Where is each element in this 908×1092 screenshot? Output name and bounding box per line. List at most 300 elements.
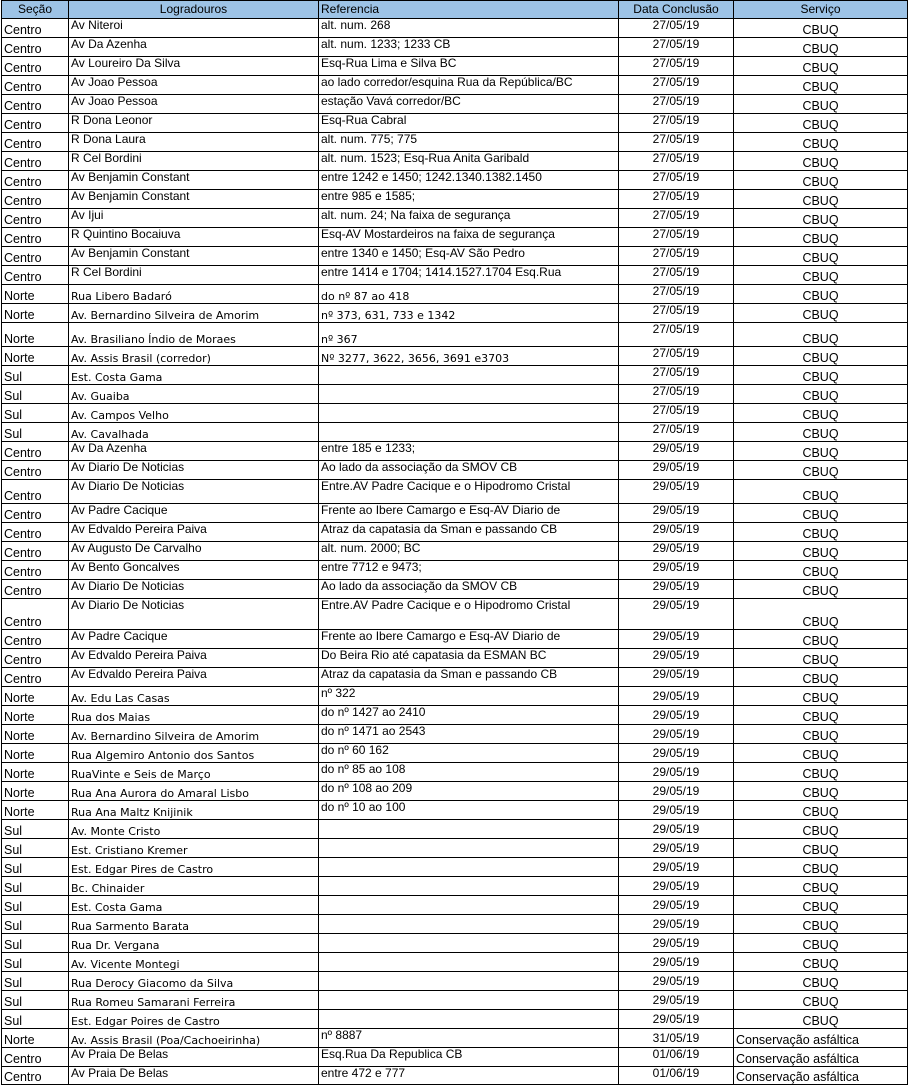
cell-referencia: alt. num. 1523; Esq-Rua Anita Garibald [319,152,619,171]
table-row [2,668,908,687]
cell-servico: CBUQ [734,561,908,580]
table-row [2,423,908,442]
cell-logradouro: Rua Ana Maltz Knijinik [69,801,319,820]
cell-secao: Sul [2,839,69,858]
cell-referencia [319,877,619,896]
table-row [2,114,908,133]
cell-secao: Centro [2,19,69,38]
cell-logradouro: Rua Dr. Vergana [69,934,319,953]
cell-logradouro: Av. Cavalhada [69,423,319,442]
cell-logradouro: Rua dos Maias [69,706,319,725]
cell-servico: CBUQ [734,304,908,323]
cell-data-conclusao: 27/05/19 [619,366,734,385]
table-row [2,630,908,649]
cell-secao: Norte [2,725,69,744]
cell-referencia: do nº 1471 ao 2543 [319,725,619,744]
table-row [2,504,908,523]
cell-referencia: nº 8887 [319,1029,619,1048]
cell-servico: Conservação asfáltica [734,1067,908,1085]
cell-logradouro: Av Edvaldo Pereira Paiva [69,649,319,668]
cell-logradouro: Est. Edgar Poires de Castro [69,1010,319,1029]
cell-referencia: Atraz da capatasia da Sman e passando CB [319,523,619,542]
header-data-conclusao: Data Conclusão [619,1,734,19]
cell-servico: CBUQ [734,504,908,523]
cell-referencia: alt. num. 268 [319,19,619,38]
table-row [2,95,908,114]
cell-secao: Centro [2,57,69,76]
table-row [2,404,908,423]
cell-data-conclusao: 27/05/19 [619,385,734,404]
cell-logradouro: Av Da Azenha [69,38,319,57]
table-row [2,171,908,190]
cell-servico: CBUQ [734,404,908,423]
table-row [2,858,908,877]
cell-secao: Centro [2,442,69,461]
cell-secao: Sul [2,423,69,442]
cell-logradouro: Av Padre Cacique [69,504,319,523]
cell-data-conclusao: 29/05/19 [619,782,734,801]
cell-servico: CBUQ [734,228,908,247]
cell-secao: Centro [2,649,69,668]
cell-data-conclusao: 29/05/19 [619,687,734,706]
cell-secao: Sul [2,858,69,877]
cell-referencia: do nº 87 ao 418 [319,285,619,304]
cell-data-conclusao: 27/05/19 [619,404,734,423]
header-secao: Seção [2,1,69,19]
table-row [2,915,908,934]
cell-data-conclusao: 27/05/19 [619,347,734,366]
cell-logradouro: Av Diario De Noticias [69,461,319,480]
cell-servico: CBUQ [734,668,908,687]
cell-referencia: alt. num. 24; Na faixa de segurança [319,209,619,228]
cell-secao: Sul [2,972,69,991]
cell-servico: CBUQ [734,190,908,209]
cell-servico: CBUQ [734,19,908,38]
cell-referencia: Ao lado da associação da SMOV CB [319,580,619,599]
cell-secao: Norte [2,706,69,725]
cell-logradouro: Av. Monte Cristo [69,820,319,839]
cell-servico: CBUQ [734,896,908,915]
cell-referencia: entre 7712 e 9473; [319,561,619,580]
cell-data-conclusao: 01/06/19 [619,1067,734,1085]
cell-logradouro: Av. Bernardino Silveira de Amorim [69,304,319,323]
cell-referencia: Esq.Rua Da Republica CB [319,1048,619,1067]
cell-data-conclusao: 29/05/19 [619,858,734,877]
cell-data-conclusao: 29/05/19 [619,580,734,599]
cell-secao: Centro [2,542,69,561]
table-row [2,782,908,801]
table-row [2,228,908,247]
cell-servico: CBUQ [734,820,908,839]
cell-referencia: alt. num. 775; 775 [319,133,619,152]
cell-data-conclusao: 29/05/19 [619,972,734,991]
table-row [2,442,908,461]
cell-referencia: estação Vavá corredor/BC [319,95,619,114]
cell-servico: CBUQ [734,423,908,442]
cell-logradouro: Av. Guaiba [69,385,319,404]
cell-secao: Centro [2,504,69,523]
cell-logradouro: R Quintino Bocaiuva [69,228,319,247]
cell-logradouro: Av Diario De Noticias [69,480,319,504]
cell-data-conclusao: 27/05/19 [619,133,734,152]
cell-referencia: entre 985 e 1585; [319,190,619,209]
cell-secao: Norte [2,763,69,782]
cell-logradouro: RuaVinte e Seis de Março [69,763,319,782]
cell-data-conclusao: 29/05/19 [619,953,734,972]
cell-data-conclusao: 29/05/19 [619,839,734,858]
table-row [2,1010,908,1029]
table-body [2,19,908,1085]
cell-data-conclusao: 27/05/19 [619,38,734,57]
cell-secao: Centro [2,266,69,285]
cell-secao: Centro [2,152,69,171]
cell-servico: CBUQ [734,38,908,57]
cell-secao: Centro [2,668,69,687]
cell-data-conclusao: 27/05/19 [619,247,734,266]
cell-servico: CBUQ [734,934,908,953]
cell-secao: Sul [2,896,69,915]
cell-logradouro: Est. Edgar Pires de Castro [69,858,319,877]
cell-secao: Norte [2,782,69,801]
header-row [2,1,908,19]
cell-servico: CBUQ [734,366,908,385]
cell-logradouro: R Dona Laura [69,133,319,152]
cell-servico: Conservação asfáltica [734,1029,908,1048]
cell-logradouro: Av Loureiro Da Silva [69,57,319,76]
cell-data-conclusao: 29/05/19 [619,706,734,725]
cell-referencia: entre 1414 e 1704; 1414.1527.1704 Esq.Rua [319,266,619,285]
cell-secao: Sul [2,934,69,953]
cell-logradouro: R Cel Bordini [69,152,319,171]
table-row [2,209,908,228]
cell-secao: Centro [2,1067,69,1085]
cell-data-conclusao: 29/05/19 [619,668,734,687]
table-row [2,877,908,896]
cell-data-conclusao: 27/05/19 [619,285,734,304]
cell-secao: Centro [2,630,69,649]
cell-referencia: Do Beira Rio até capatasia da ESMAN BC [319,649,619,668]
cell-servico: CBUQ [734,649,908,668]
cell-logradouro: Av. Bernardino Silveira de Amorim [69,725,319,744]
cell-logradouro: Av Benjamin Constant [69,247,319,266]
cell-servico: CBUQ [734,801,908,820]
cell-logradouro: Av Edvaldo Pereira Paiva [69,523,319,542]
cell-logradouro: Av Augusto De Carvalho [69,542,319,561]
cell-logradouro: Av Bento Goncalves [69,561,319,580]
cell-servico: CBUQ [734,152,908,171]
cell-secao: Sul [2,385,69,404]
cell-servico: CBUQ [734,725,908,744]
cell-servico: CBUQ [734,542,908,561]
cell-data-conclusao: 29/05/19 [619,442,734,461]
cell-servico: CBUQ [734,782,908,801]
cell-servico: CBUQ [734,171,908,190]
cell-logradouro: Av. Assis Brasil (corredor) [69,347,319,366]
cell-servico: CBUQ [734,953,908,972]
table-row [2,323,908,347]
cell-servico: CBUQ [734,687,908,706]
cell-secao: Centro [2,171,69,190]
cell-logradouro: Av Edvaldo Pereira Paiva [69,668,319,687]
cell-servico: CBUQ [734,461,908,480]
cell-secao: Centro [2,38,69,57]
cell-logradouro: Bc. Chinaider [69,877,319,896]
cell-data-conclusao: 27/05/19 [619,114,734,133]
cell-secao: Norte [2,801,69,820]
cell-servico: CBUQ [734,247,908,266]
cell-logradouro: Av Joao Pessoa [69,76,319,95]
cell-data-conclusao: 29/05/19 [619,461,734,480]
cell-data-conclusao: 29/05/19 [619,801,734,820]
table-row [2,801,908,820]
cell-referencia: nº 322 [319,687,619,706]
table-row [2,561,908,580]
cell-logradouro: Av Diario De Noticias [69,580,319,599]
cell-referencia [319,820,619,839]
cell-data-conclusao: 01/06/19 [619,1048,734,1067]
cell-logradouro: Av Benjamin Constant [69,171,319,190]
cell-secao: Norte [2,347,69,366]
cell-logradouro: Est. Cristiano Kremer [69,839,319,858]
cell-data-conclusao: 29/05/19 [619,504,734,523]
cell-servico: CBUQ [734,991,908,1010]
cell-servico: CBUQ [734,630,908,649]
cell-logradouro: Rua Algemiro Antonio dos Santos [69,744,319,763]
table-row [2,523,908,542]
cell-servico: CBUQ [734,266,908,285]
cell-data-conclusao: 29/05/19 [619,630,734,649]
table-row [2,725,908,744]
cell-referencia: Ao lado da associação da SMOV CB [319,461,619,480]
cell-referencia [319,385,619,404]
cell-logradouro: Rua Derocy Giacomo da Silva [69,972,319,991]
cell-secao: Centro [2,599,69,630]
cell-secao: Norte [2,323,69,347]
table-row [2,19,908,38]
table-row [2,542,908,561]
cell-referencia: ao lado corredor/esquina Rua da República/BC [319,76,619,95]
table-row [2,1048,908,1067]
table-row [2,580,908,599]
cell-secao: Sul [2,877,69,896]
cell-logradouro: Av Benjamin Constant [69,190,319,209]
cell-data-conclusao: 29/05/19 [619,744,734,763]
cell-data-conclusao: 27/05/19 [619,266,734,285]
cell-servico: CBUQ [734,915,908,934]
cell-servico: CBUQ [734,57,908,76]
cell-referencia: do nº 60 162 [319,744,619,763]
cell-data-conclusao: 27/05/19 [619,423,734,442]
header-servico: Serviço [734,1,908,19]
table-row [2,1029,908,1048]
cell-secao: Norte [2,1029,69,1048]
cell-secao: Centro [2,561,69,580]
cell-data-conclusao: 29/05/19 [619,934,734,953]
cell-servico: CBUQ [734,323,908,347]
cell-logradouro: Av Joao Pessoa [69,95,319,114]
cell-logradouro: Est. Costa Gama [69,366,319,385]
cell-data-conclusao: 29/05/19 [619,599,734,630]
cell-logradouro: Av. Vicente Montegi [69,953,319,972]
table-row [2,152,908,171]
table-row [2,744,908,763]
cell-secao: Norte [2,285,69,304]
cell-referencia: do nº 108 ao 209 [319,782,619,801]
cell-secao: Centro [2,133,69,152]
table-row [2,972,908,991]
cell-referencia [319,1010,619,1029]
cell-data-conclusao: 27/05/19 [619,190,734,209]
cell-servico: Conservação asfáltica [734,1048,908,1067]
cell-servico: CBUQ [734,347,908,366]
cell-servico: CBUQ [734,1010,908,1029]
table-row [2,247,908,266]
cell-servico: CBUQ [734,442,908,461]
cell-secao: Sul [2,1010,69,1029]
cell-referencia: nº 373, 631, 733 e 1342 [319,304,619,323]
header-referencia: Referencia [319,1,619,19]
cell-secao: Centro [2,247,69,266]
cell-referencia: entre 1242 e 1450; 1242.1340.1382.1450 [319,171,619,190]
cell-referencia: Nº 3277, 3622, 3656, 3691 e3703 [319,347,619,366]
cell-data-conclusao: 27/05/19 [619,95,734,114]
cell-secao: Sul [2,915,69,934]
cell-servico: CBUQ [734,858,908,877]
cell-secao: Centro [2,461,69,480]
cell-referencia [319,934,619,953]
cell-data-conclusao: 29/05/19 [619,649,734,668]
cell-logradouro: Rua Romeu Samarani Ferreira [69,991,319,1010]
cell-logradouro: Av Da Azenha [69,442,319,461]
table-row [2,820,908,839]
cell-secao: Centro [2,209,69,228]
cell-logradouro: Av. Brasiliano Índio de Moraes [69,323,319,347]
cell-logradouro: R Dona Leonor [69,114,319,133]
cell-referencia: Esq-Rua Lima e Silva BC [319,57,619,76]
table-row [2,934,908,953]
cell-referencia [319,404,619,423]
cell-logradouro: Est. Costa Gama [69,896,319,915]
cell-referencia: Frente ao Ibere Camargo e Esq-AV Diario de [319,504,619,523]
cell-data-conclusao: 29/05/19 [619,542,734,561]
table-row [2,599,908,630]
cell-data-conclusao: 27/05/19 [619,57,734,76]
cell-secao: Centro [2,190,69,209]
table-row [2,38,908,57]
cell-secao: Centro [2,580,69,599]
cell-data-conclusao: 27/05/19 [619,209,734,228]
cell-data-conclusao: 31/05/19 [619,1029,734,1048]
table-row [2,687,908,706]
cell-referencia: Esq-Rua Cabral [319,114,619,133]
cell-data-conclusao: 27/05/19 [619,171,734,190]
table-row [2,1067,908,1085]
cell-secao: Centro [2,480,69,504]
cell-referencia: do nº 1427 ao 2410 [319,706,619,725]
table-row [2,133,908,152]
cell-secao: Norte [2,687,69,706]
table-row [2,706,908,725]
cell-data-conclusao: 29/05/19 [619,561,734,580]
cell-servico: CBUQ [734,209,908,228]
cell-data-conclusao: 29/05/19 [619,991,734,1010]
cell-servico: CBUQ [734,95,908,114]
table-row [2,304,908,323]
cell-servico: CBUQ [734,76,908,95]
table-row [2,896,908,915]
cell-logradouro: Av Niteroi [69,19,319,38]
cell-secao: Sul [2,820,69,839]
table-row [2,991,908,1010]
cell-referencia: nº 367 [319,323,619,347]
cell-secao: Norte [2,744,69,763]
cell-referencia [319,423,619,442]
cell-servico: CBUQ [734,285,908,304]
cell-referencia [319,915,619,934]
cell-referencia [319,953,619,972]
cell-referencia: do nº 10 ao 100 [319,801,619,820]
cell-logradouro: Av. Edu Las Casas [69,687,319,706]
cell-referencia: alt. num. 1233; 1233 CB [319,38,619,57]
table-row [2,461,908,480]
cell-data-conclusao: 29/05/19 [619,877,734,896]
cell-secao: Centro [2,76,69,95]
cell-data-conclusao: 27/05/19 [619,304,734,323]
cell-referencia [319,366,619,385]
cell-secao: Sul [2,404,69,423]
cell-secao: Centro [2,228,69,247]
cell-data-conclusao: 27/05/19 [619,76,734,95]
works-table [1,0,908,1085]
cell-data-conclusao: 27/05/19 [619,19,734,38]
cell-logradouro: Av Praia De Belas [69,1067,319,1085]
cell-data-conclusao: 29/05/19 [619,763,734,782]
cell-data-conclusao: 29/05/19 [619,1010,734,1029]
cell-data-conclusao: 29/05/19 [619,523,734,542]
cell-secao: Sul [2,953,69,972]
cell-referencia: entre 185 e 1233; [319,442,619,461]
cell-data-conclusao: 27/05/19 [619,323,734,347]
cell-referencia: Atraz da capatasia da Sman e passando CB [319,668,619,687]
cell-servico: CBUQ [734,599,908,630]
cell-servico: CBUQ [734,133,908,152]
cell-referencia: Entre.AV Padre Cacique e o Hipodromo Cristal [319,599,619,630]
cell-servico: CBUQ [734,114,908,133]
cell-servico: CBUQ [734,523,908,542]
cell-referencia: alt. num. 2000; BC [319,542,619,561]
table-row [2,266,908,285]
header-logradouros: Logradouros [69,1,319,19]
cell-logradouro: R Cel Bordini [69,266,319,285]
cell-logradouro: Av Diario De Noticias [69,599,319,630]
cell-referencia [319,839,619,858]
cell-data-conclusao: 27/05/19 [619,228,734,247]
cell-servico: CBUQ [734,763,908,782]
cell-referencia [319,858,619,877]
table-row [2,839,908,858]
cell-servico: CBUQ [734,706,908,725]
cell-logradouro: Av Ijui [69,209,319,228]
table-row [2,480,908,504]
table-row [2,649,908,668]
cell-referencia: Entre.AV Padre Cacique e o Hipodromo Cristal [319,480,619,504]
cell-servico: CBUQ [734,972,908,991]
table-row [2,285,908,304]
cell-secao: Norte [2,304,69,323]
cell-logradouro: Rua Libero Badaró [69,285,319,304]
cell-referencia: do nº 85 ao 108 [319,763,619,782]
cell-secao: Centro [2,1048,69,1067]
